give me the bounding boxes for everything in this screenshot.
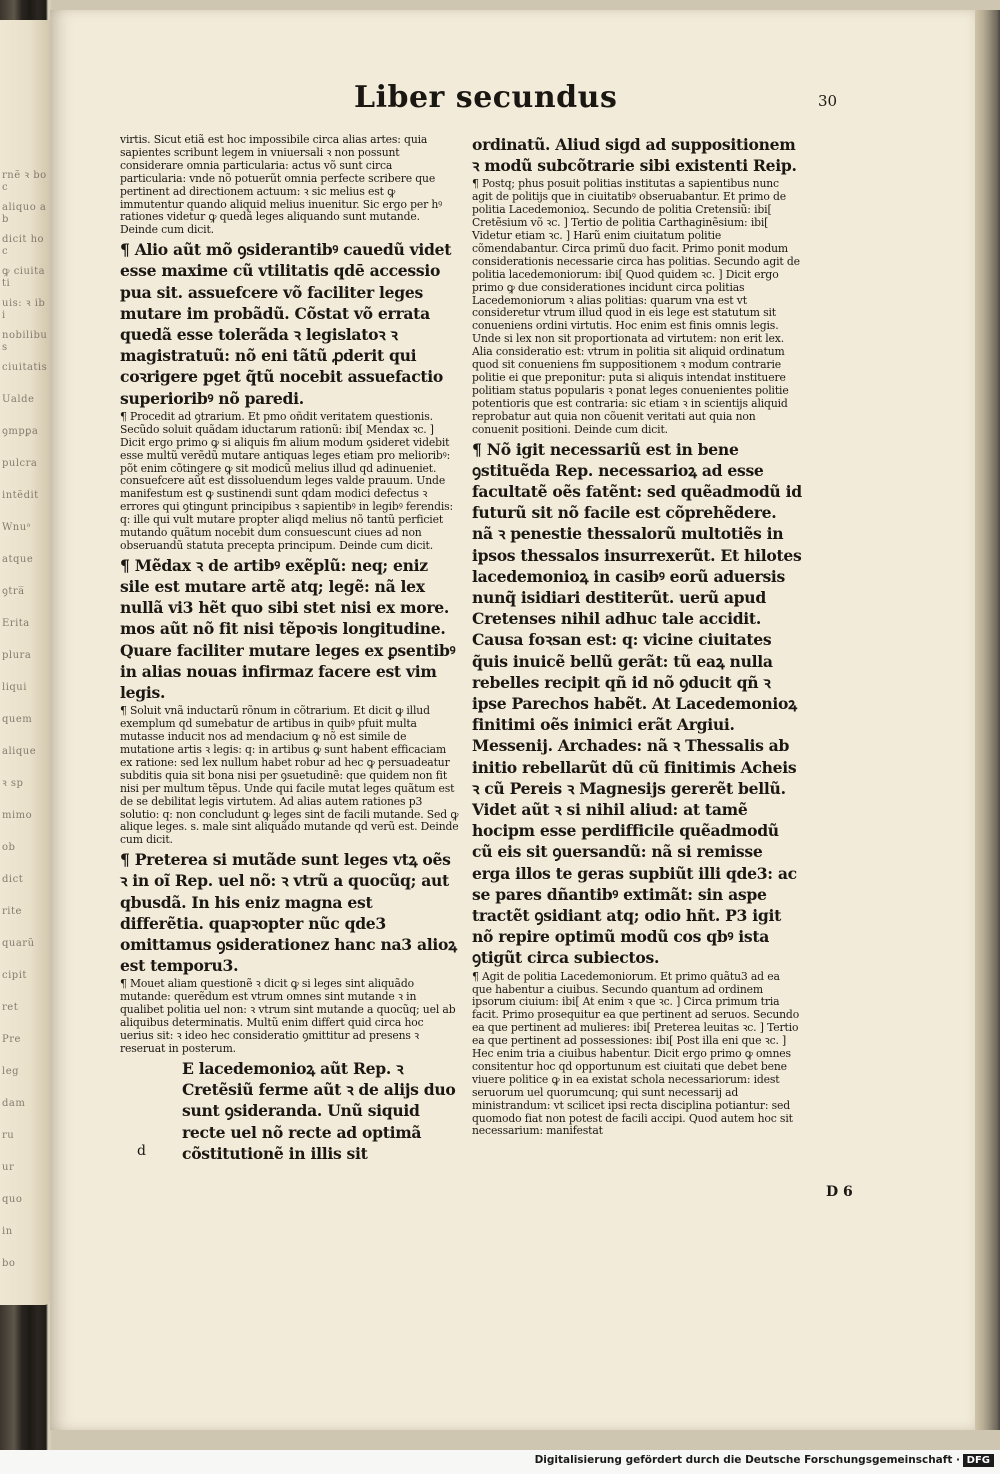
left-page-fragment: ꝛ sp [2, 778, 24, 789]
left-page-fragment: intẽdit [2, 490, 39, 501]
paragraph: E lacedemonioꝝ aũt Rep. ꝛ Cretẽsiũ ferme aũt ꝛ de alijs duo sunt ꝯsideranda. Unũ siquid recte uel nõ recte ad optimã cõstitutionẽ in illis sit [182, 1058, 456, 1163]
left-page-fragment: alique [2, 746, 37, 757]
left-page-fragment: leg [2, 1066, 20, 1077]
paragraph: virtis. Sicut etiã est hoc impossibile circa alias artes: quia sapientes scribunt legem in vniuersali ꝛ non possunt considerare omnia particularia: actus võ sunt circa particularia: vnde nõ potuerũt omnia perfecte scribere que pertinent ad directionem actuum: ꝛ sic melius est ꝙ immutentur quando aliquid melius inuenitur. Sic ergo per hꝰ rationes videtur ꝙ quedã leges aliquando sunt mutande. Deinde cum dicit. [120, 133, 443, 237]
left-page-fragment: rite [2, 906, 22, 917]
left-page-fragment: dict [2, 874, 24, 885]
left-page-fragment: pulcra [2, 458, 38, 469]
left-page-fragment: dicit hoc [2, 234, 45, 257]
left-page-fragment: ob [2, 842, 16, 853]
left-page-fragment: nobilibus [2, 330, 48, 353]
left-page-fragment: dam [2, 1098, 26, 1109]
dfg-logo: DFG [963, 1454, 994, 1467]
left-page-fragment: ur [2, 1162, 15, 1173]
left-page-fragment: quo [2, 1194, 23, 1205]
left-page-fragment: ret [2, 1002, 19, 1013]
left-page-fragment: Pre [2, 1034, 21, 1045]
left-page-fragment: ꝯmpꝑa [2, 426, 39, 437]
folio-number: 30 [818, 92, 838, 110]
page-fore-edge [975, 10, 1000, 1430]
left-page-fragment: ciuitatis [2, 362, 48, 373]
left-page-fragment: ꝯtra̅ [2, 586, 25, 597]
left-page-fragment: cipit [2, 970, 27, 981]
left-page-fragment: atque [2, 554, 34, 565]
paragraph: ¶ Postq; phus posuit politias institutas a sapientibus nunc agit de politijs que in ciuitatibꝰ obseruabantur. Et primo de politia Lacedemonioꝝ. Secundo de politia Cretensiũ: ibi[ Cretẽsium võ ꝛc. ] Tertio de politia Carthaginẽsium: ibi[ Videtur etiam ꝛc. ] Harũ enim ciuitatum politie cõmendabantur. Circa primũ duo facit. Primo ponit modum considerationis necessarie circa has politias. Secundo agit de politia lacedemoniorum: ibi[ Quod quidem ꝛc. ] Dicit ergo primo ꝙ due considerationes incidunt circa politias Lacedemoniorum ꝛ alias politias: quarum vna est vt consideretur vtrum illud quod in eis lege est statutum sit conueniens ordini virtutis. Hoc enim est finis omnis legis. Unde si lex non sit proportionata ad virtutem: non erit lex. Alia consideratio est: vtrum in politia sit aliquid ordinatum quod sit conueniens fm suppositionem ꝛ modum contrarie politie ei que preponitur: puta si aliquis intendat instituere politiam status popularis ꝛ ponat leges conuenientes politie potentioris que est contraria: sic etiam ꝛ in scientijs aliquid reprobatur aut quia non cõuenit veritati aut quia non conuenit positioni. Deinde cum dicit. [472, 177, 800, 436]
paragraph: ¶ Alio aũt mõ ꝯsiderantibꝰ cauedũ videt esse maxime cũ vtilitatis qdē accessio pua sit. assuefcere võ faciliter leges mutare im probãdũ. Cõstat võ errata quedã esse tolerãda ꝛ legislatoꝛ ꝛ magistratuũ: nõ eni tãtũ ꝓderit qui coꝛrigere pget q̃tũ nocebit assuefactio superioribꝰ nõ paredi. [120, 240, 452, 408]
paragraph: ¶ Mẽdax ꝛ de artibꝰ exẽplũ: neq; eniz sile est mutare artẽ atq; legẽ: nã lex nullã vi3 hẽt quo sibi stet nisi ex more. mos aũt nõ fit nisi tẽpoꝛis longitudine. Quare faciliter mutare leges ex ꝑsentibꝰ in alias nouas infirmaz facere est vim legis. [120, 555, 456, 703]
left-page-fragment: mimo [2, 810, 33, 821]
left-page-fragment: aliquo ab [2, 202, 47, 225]
left-page-fragment: quarũ [2, 938, 35, 949]
paragraph: ¶ Mouet aliam questionẽ ꝛ dicit ꝙ si leges sint aliquãdo mutande: querẽdum est vtrum omnes sint mutande ꝛ in qualibet politia uel non: ꝛ vtrum sint mutande a quocũq; uel ab aliquibus determinatis. Multũ enim differt quid circa hoc uerius sit: ꝛ ideo hec consideratio ꝯmittitur ad presens ꝛ reseruat in posterum. [120, 977, 456, 1055]
paragraph: ¶ Procedit ad ꝯtrarium. Et pmo oñdit veritatem questionis. Secũdo soluit quãdam iductarum rationũ: ibi[ Mendax ꝛc. ] Dicit ergo primo ꝙ si aliquis fm alium modum ꝯsideret videbit esse multũ verẽdũ mutare antiquas leges etiam pro melioribꝰ: põt enim cõtingere ꝙ sit modicũ melius illud qd adinueniet. consuefcere aũt est dissoluendum leges valde prauum. Unde manifestum est ꝙ sustinendi sunt qdam modici defectus ꝛ errores qui ꝯtingunt principibus ꝛ sapientibꝰ in legibꝰ ferendis: q: ille qui vult mutare propter aliqd melius nõ tantũ perficiet mutando quãtum nocebit dum consuescunt ciues ad non obseruandũ statuta precepta principum. Deinde cum dicit. [120, 409, 454, 552]
left-page-fragment: ru [2, 1130, 15, 1141]
paragraph-gap [472, 1138, 802, 1140]
left-page-fragment: uis: ꝛ ibi [2, 298, 46, 321]
paragraph: ¶ Nõ igit necessariũ est in bene ꝯstituẽda Rep. necessarioꝝ ad esse facultatẽ oẽs fatẽnt: sed quẽadmodũ id futurũ sit nõ facile est cõprehẽdere. nã ꝛ penestie thessalorũ multotiẽs in ipsos thessalos insurrexerũt. Et hilotes lacedemonioꝝ in casibꝰ eorũ aduersis nunq̃ isidiari destiterũt. uerũ apud Cretenses nihil adhuc tale accidit. Causa foꝛsan est: q: vicine ciuitates q̃uis inuicẽ bellũ gerãt: tũ eaꝝ nulla rebelles recipit qñ id nõ ꝯducit qñ ꝛ ipse Parechos habẽt. At Lacedemonioꝝ finitimi oẽs inimici erãt Argiui. Messenĳ. Archades: nã ꝛ Thessalis ab initio rebellarũt dũ cũ finitimis Acheis ꝛ cũ Pereis ꝛ Magnesĳs gererẽt bellũ. Videt aũt ꝛ si nihil aliud: at tamẽ hocipm esse perdifficile quẽadmodũ cũ eis sit ꝯuersandũ: nã si remisse erga illos te geras supbiũt illi qde3: ac se pares dñantibꝰ extimãt: sin aspe tractẽt ꝯsidiant atq; odio hñt. P3 igit nõ repire optimũ modũ cos qbꝰ ista ꝯtigũt circa subiectos. [472, 439, 802, 968]
left-page-fragment: in [2, 1226, 13, 1237]
paragraph: ¶ Agit de politia Lacedemoniorum. Et primo quãtu3 ad ea que habentur a ciuibus. Secundo quantum ad ordinem ipsorum ciuium: ibi[ At enim ꝛ que ꝛc. ] Circa primum tria facit. Primo prosequitur ea que pertinent ad seruos. Secundo ea que pertinent ad mulieres: ibi[ Preterea leuitas ꝛc. ] Tertio ea que pertinent ad possessiones: ibi[ Post illa eni que ꝛc. ] Hec enim tria a ciuibus habentur. Dicit ergo primo ꝙ omnes consitentur hoc qd opportunum est ciuitati que debet bene viuere politice ꝙ in ea existat schola necessariorum: idest seruorum uel quorumcunq; qui sunt necessarij ad ministrandum: vt scilicet ipsi recta disciplina potiantur: sed quomodo fiat non potest de facili accipi. Quod autem hoc sit necessarium: manifestat [472, 969, 800, 1138]
paragraph: ¶ Soluit vnã inductarũ rõnum in cõtrarium. Et dicit ꝙ illud exemplum qd sumebatur de artibus in quibꝰ pfuit multa mutasse inducit nos ad mendacium ꝙ nõ est simile de mutatione artis ꝛ legis: q: in artibus ꝙ sunt habent efficaciam ex ratione: sed lex nullum habet robur ad hec ꝙ persuadeatur subditis quia sit bona nisi per ꝯsuetudinẽ: que quidem non fit nisi per multum tẽpus. Unde qui facile mutat leges quãtum est de se debilitat legis virtutem. Ad alias autem rationes p3 solutio: q: non concludunt ꝙ leges sint de facili mutande. Sed ꝙ alique leges. s. male sint aliquãdo mutande qd verũ est. Deinde cum dicit. [120, 704, 459, 847]
left-page-fragment: bo [2, 1258, 16, 1269]
paragraph-gap [120, 1164, 460, 1166]
left-page-fragment: liqui [2, 682, 27, 693]
left-column [120, 134, 460, 1166]
running-title: Liber secundus [354, 80, 618, 115]
left-page-fragment: quem [2, 714, 33, 725]
left-page-fragment: rnẽ ꝛ boc [2, 170, 47, 193]
right-column [472, 134, 802, 1140]
paragraph: ordinatũ. Aliud sigd ad suppositionem ꝛ modũ subcõtrarie sibi existenti Reip. [472, 135, 797, 176]
initial-guide-letter: d [137, 1143, 146, 1159]
signature-mark: D 6 [826, 1184, 853, 1200]
left-page-fragment: plura [2, 650, 32, 661]
footer-credit: Digitalisierung gefördert durch die Deutsche Forschungsgemeinschaft · [534, 1454, 960, 1466]
left-page-fragment: Ualde [2, 394, 35, 405]
left-page-fragment: Wnuᵃ [2, 522, 32, 533]
left-page-fragment: ꝙ ciuitati [2, 266, 46, 289]
left-page-fragment: Erita [2, 618, 30, 629]
left-page-edge [0, 20, 52, 1305]
paragraph: ¶ Preterea si mutãde sunt leges vtꝝ oẽs ꝛ in oĩ Rep. uel nõ: ꝛ vtrũ a quocũq; aut qbusdã. In his eniz magna est differẽtia. quapꝛopter nũc qde3 omittamus ꝯsiderationez hanc na3 alioꝝ est temporu3. [120, 850, 457, 976]
